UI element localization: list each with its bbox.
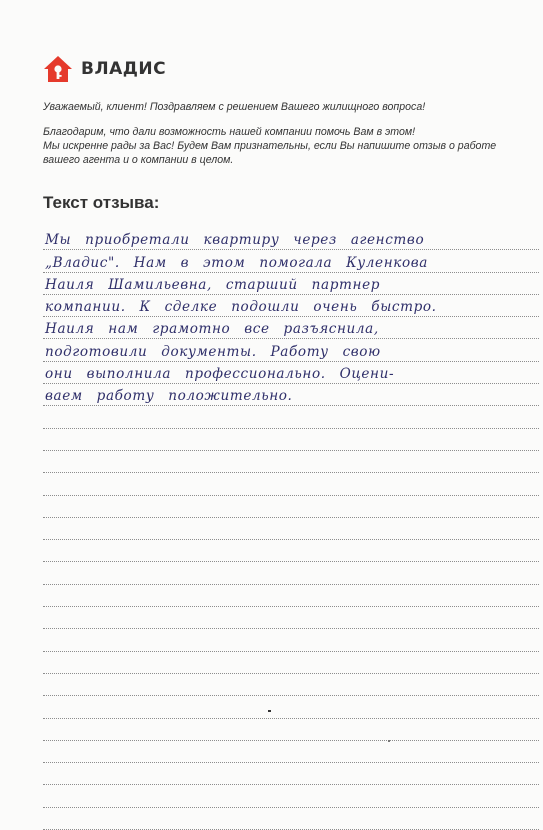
blank-line (43, 808, 539, 830)
blank-line (43, 518, 539, 540)
handwritten-text: они выполнила профессионально. Оцени- (45, 366, 395, 383)
blank-line (43, 562, 539, 584)
review-line (43, 295, 539, 317)
blank-line (43, 607, 539, 629)
intro-text (43, 100, 523, 167)
review-line (43, 362, 539, 384)
handwritten-text: компании. К сделке подошли очень быстро. (45, 299, 437, 316)
greeting-text: Уважаемый, клиент! Поздравляем с решением Вашего жилищного вопроса! (43, 101, 426, 113)
review-line (43, 250, 539, 272)
blank-line (43, 451, 539, 473)
review-line (43, 228, 539, 250)
blank-line (43, 629, 539, 651)
handwritten-text: ваем работу положительно. (45, 388, 293, 405)
handwritten-text: Мы приобретали квартиру через агенство (45, 232, 425, 249)
brand-name: ВЛАДИС (81, 59, 167, 79)
review-line (43, 339, 539, 361)
review-lines (43, 228, 539, 830)
blank-line (43, 696, 539, 718)
blank-line (43, 785, 539, 807)
blank-line (43, 719, 539, 741)
blank-line (43, 540, 539, 562)
handwritten-text: подготовили документы. Работу свою (45, 343, 381, 360)
review-line (43, 384, 539, 406)
blank-line (43, 741, 539, 763)
brand-logo (43, 55, 166, 83)
review-title: Текст отзыва: (43, 193, 160, 212)
blank-line (43, 473, 539, 495)
blank-line (43, 496, 539, 518)
scan-speck (388, 740, 390, 742)
request-text: Мы искренне рады за Вас! Будем Вам признательны, если Вы напишите отзыв о работе (43, 140, 497, 152)
blank-line (43, 652, 539, 674)
blank-line (43, 406, 539, 428)
handwritten-text: Наиля Шамильевна, старший партнер (45, 276, 381, 293)
blank-line (43, 429, 539, 451)
handwritten-text: Наиля нам грамотно все разъяснила, (45, 321, 379, 338)
blank-line (43, 674, 539, 696)
house-key-icon (43, 55, 73, 83)
blank-line (43, 585, 539, 607)
request-text-cont: вашего агента и о компании в целом. (43, 154, 234, 166)
blank-line (43, 763, 539, 785)
review-line (43, 317, 539, 339)
handwritten-text: „Владис". Нам в этом помогала Куленкова (45, 254, 428, 271)
scan-speck (268, 710, 271, 712)
thanks-text: Благодарим, что дали возможность нашей компании помочь Вам в этом! (43, 126, 416, 138)
review-line (43, 273, 539, 295)
